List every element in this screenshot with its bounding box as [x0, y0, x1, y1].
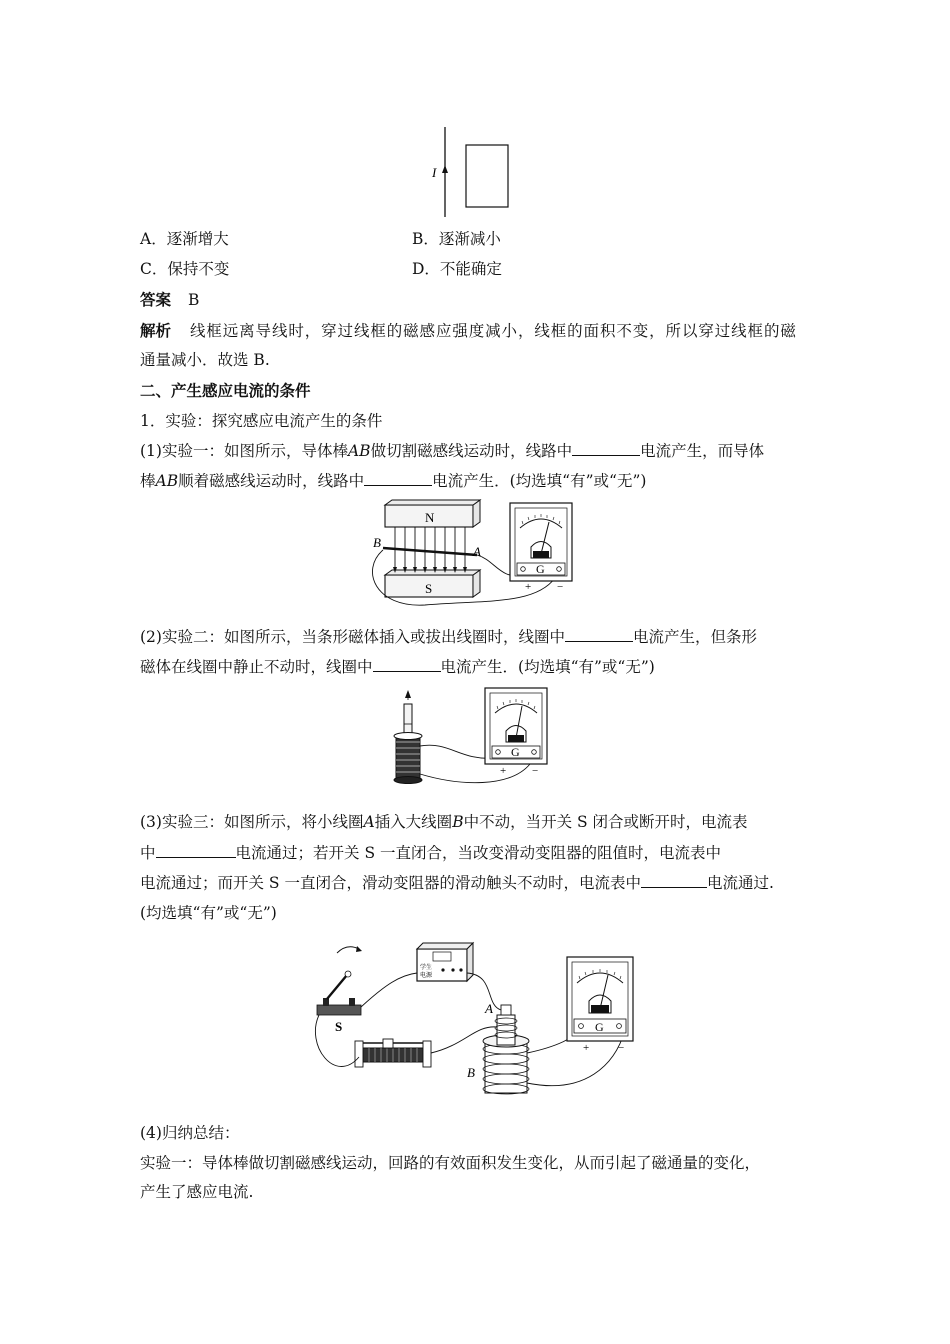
exp3-text: 中不动，当开关 S 闭合或断开时，电流表	[463, 813, 748, 831]
experiment3-figure	[305, 935, 645, 1110]
exp3-text: 插入大线圈	[374, 813, 453, 831]
exp1-text: 棒	[140, 472, 156, 490]
exp3-text: 电流通过.	[706, 874, 774, 892]
exp1-text: (1)实验一：如图所示，导体棒	[140, 442, 348, 460]
minus-terminal: −	[618, 1042, 625, 1054]
conductor-rod	[383, 548, 477, 555]
coil	[396, 736, 420, 780]
exp3-text: 中	[140, 844, 156, 862]
exp1-text: 电流产生，而导体	[640, 442, 765, 460]
exp3-line-3	[140, 872, 774, 894]
blank-1[interactable]	[572, 441, 640, 456]
exp2-line-1	[140, 626, 757, 648]
exp1-line-1	[140, 440, 764, 462]
north-label: N	[425, 510, 435, 525]
answer-value: B	[187, 291, 200, 309]
exp3-line-2	[140, 842, 721, 864]
minus-terminal: −	[557, 581, 564, 593]
power-label: 学生	[420, 965, 433, 971]
switch-label: S	[335, 1019, 343, 1034]
coil-a-label: A	[485, 1001, 493, 1016]
item-1: 1．实验：探究感应电流产生的条件	[140, 412, 383, 430]
experiment2-figure	[390, 686, 560, 801]
exp3-text: 电流通过；若开关 S 一直闭合，当改变滑动变阻器的阻值时，电流表中	[235, 844, 721, 862]
rod-end-b: B	[373, 535, 381, 550]
answer-label: 答案	[140, 290, 172, 309]
exp1-line-2	[140, 470, 646, 492]
blank-4[interactable]	[373, 657, 441, 672]
galvanometer-label: G	[536, 562, 545, 576]
coil-a: A	[363, 813, 375, 831]
galvanometer-label: G	[595, 1020, 604, 1034]
rod-ab: AB	[155, 472, 179, 490]
rod-ab: AB	[347, 442, 371, 460]
wire	[467, 973, 501, 1010]
coil-b: B	[452, 813, 464, 831]
option-a: A．逐渐增大	[140, 230, 229, 248]
coil-b-label: B	[467, 1065, 475, 1080]
exp2-text: 电流产生，但条形	[632, 628, 757, 646]
exp3-line-4: (均选填“有”或“无”)	[140, 904, 277, 922]
current-label: I	[432, 165, 437, 180]
power-label: 电源	[420, 973, 433, 979]
exp3-line-1	[140, 811, 748, 833]
blank-5[interactable]	[156, 843, 236, 858]
option-d: D．不能确定	[412, 260, 502, 278]
switch-motion-arrow	[337, 947, 359, 953]
coil-a	[497, 1015, 515, 1045]
wire-frame	[466, 145, 508, 207]
south-label: S	[425, 581, 433, 596]
exp2-text: 电流产生．(均选填“有”或“无”)	[440, 658, 655, 676]
blank-2[interactable]	[364, 471, 432, 486]
blank-3[interactable]	[565, 627, 633, 642]
exp2-line-2	[140, 656, 655, 678]
answer-line	[140, 289, 199, 311]
option-b: B．逐渐减小	[412, 230, 501, 248]
exp1-text: 顺着磁感线运动时，线路中	[178, 472, 365, 490]
summary-title: (4)归纳总结：	[140, 1124, 240, 1142]
analysis-line-2: 通量减小．故选 B.	[140, 351, 270, 369]
analysis-line-1	[140, 320, 797, 342]
option-c: C．保持不变	[140, 260, 230, 278]
exp2-text: (2)实验二：如图所示，当条形磁体插入或拔出线圈时，线圈中	[140, 628, 565, 646]
analysis-text-1: 线框远离导线时，穿过线框的磁感应强度减小，线框的面积不变，所以穿过线框的磁	[189, 322, 797, 340]
plus-terminal: +	[583, 1042, 590, 1054]
section-heading: 二、产生感应电流的条件	[140, 381, 311, 400]
exp3-text: 电流通过；而开关 S 一直闭合，滑动变阻器的滑动触头不动时，电流表中	[140, 874, 641, 892]
wire	[420, 745, 495, 758]
wire	[420, 764, 530, 783]
experiment1-figure	[365, 500, 585, 615]
exp1-text: 做切割磁感线运动时，线路中	[370, 442, 573, 460]
switch-base	[317, 1005, 361, 1015]
exp1-text: 电流产生．(均选填“有”或“无”)	[432, 472, 647, 490]
plus-terminal: +	[500, 765, 507, 777]
blank-6[interactable]	[641, 873, 707, 888]
galvanometer-label: G	[511, 745, 520, 759]
summary-line-1: 实验一：导体棒做切割磁感线运动，回路的有效面积发生变化，从而引起了磁通量的变化，	[140, 1154, 761, 1172]
plus-terminal: +	[525, 581, 532, 593]
wire	[361, 973, 417, 1007]
summary-line-2: 产生了感应电流.	[140, 1183, 254, 1201]
switch-blade	[327, 975, 347, 999]
rod-end-a: A	[473, 544, 481, 559]
exp3-text: (3)实验三：如图所示，将小线圈	[140, 813, 364, 831]
minus-terminal: −	[532, 765, 539, 777]
analysis-label: 解析	[140, 321, 172, 340]
exp2-text: 磁体在线圈中静止不动时，线圈中	[140, 658, 373, 676]
rheostat-slider	[383, 1039, 393, 1048]
wire-frame-figure	[420, 125, 520, 225]
